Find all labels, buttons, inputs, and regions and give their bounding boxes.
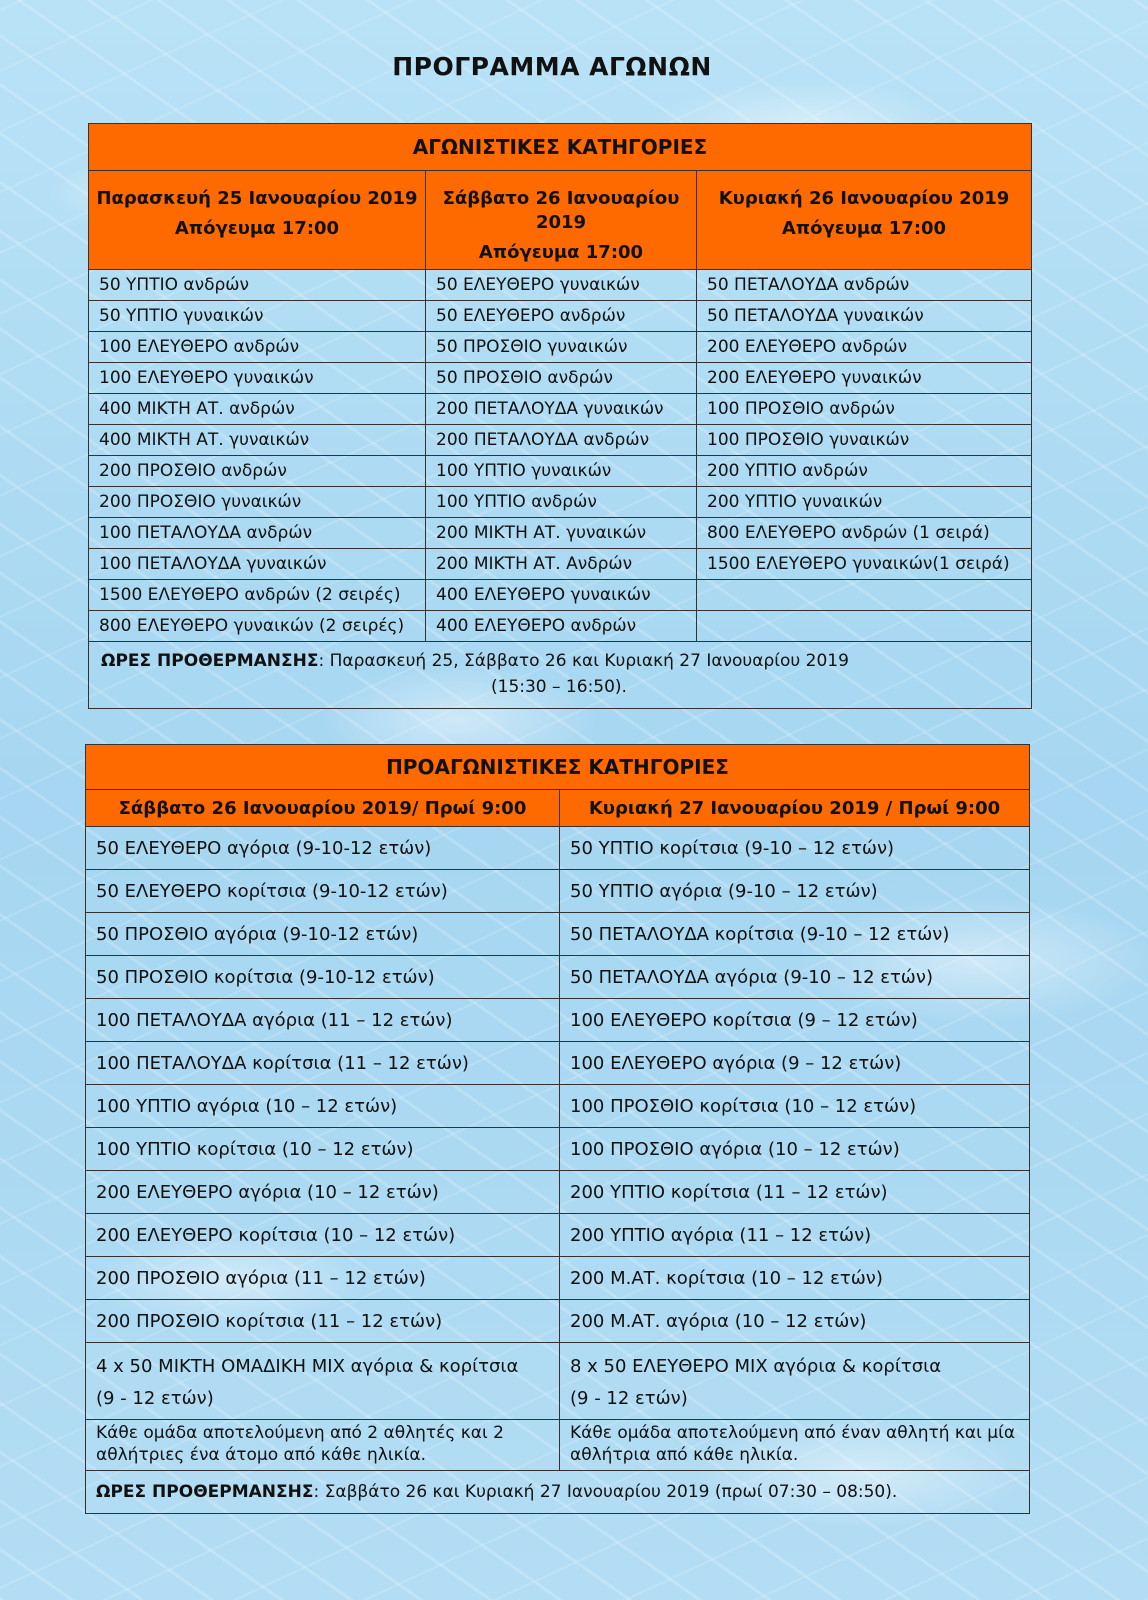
event-cell: 400 ΜΙΚΤΗ ΑΤ. γυναικών (89, 425, 426, 456)
event-cell: 50 ΕΛΕΥΘΕΡΟ γυναικών (426, 270, 697, 301)
event-cell: 200 Μ.ΑΤ. αγόρια (10 – 12 ετών) (560, 1300, 1030, 1343)
table-row (86, 1128, 1030, 1171)
day-header (89, 171, 426, 270)
relay-ages: (9 - 12 ετών) (96, 1388, 214, 1409)
table-row (89, 363, 1032, 394)
event-cell: 400 ΕΛΕΥΘΕΡΟ ανδρών (426, 611, 697, 642)
table-row (89, 425, 1032, 456)
event-cell: 100 ΠΕΤΑΛΟΥΔΑ κορίτσια (11 – 12 ετών) (86, 1042, 560, 1085)
relay-note: Κάθε ομάδα αποτελούμενη από 2 αθλητές και 2 αθλήτριες ένα άτομο από κάθε ηλικία. (86, 1420, 560, 1471)
event-cell: 50 ΥΠΤΙΟ γυναικών (89, 301, 426, 332)
relay-note: Κάθε ομάδα αποτελούμενη από έναν αθλητή και μία αθλήτρια από κάθε ηλικία. (560, 1420, 1030, 1471)
event-cell: 200 ΜΙΚΤΗ ΑΤ. Ανδρών (426, 549, 697, 580)
event-cell: 100 ΠΕΤΑΛΟΥΔΑ γυναικών (89, 549, 426, 580)
warmup-hours: (15:30 – 16:50). (491, 677, 627, 697)
table-row (86, 870, 1030, 913)
notes-row (86, 1420, 1030, 1471)
event-cell: 100 ΠΕΤΑΛΟΥΔΑ ανδρών (89, 518, 426, 549)
day-date: Παρασκευή 25 Ιανουαρίου 2019 (96, 188, 418, 209)
relay-row (86, 1343, 1030, 1420)
day-time: Απόγευμα 17:00 (174, 218, 340, 239)
event-cell: 200 ΠΡΟΣΘΙΟ ανδρών (89, 456, 426, 487)
day-date: Σάββατο 26 Ιανουαρίου 2019 (442, 188, 680, 233)
precompetitive-schedule-table (85, 744, 1030, 1514)
table-row (86, 1257, 1030, 1300)
event-cell: 200 ΕΛΕΥΘΕΡΟ γυναικών (697, 363, 1032, 394)
table-row (89, 487, 1032, 518)
event-cell: 1500 ΕΛΕΥΘΕΡΟ γυναικών(1 σειρά) (697, 549, 1032, 580)
event-cell: 200 ΕΛΕΥΘΕΡΟ ανδρών (697, 332, 1032, 363)
event-cell: 200 ΕΛΕΥΘΕΡΟ αγόρια (10 – 12 ετών) (86, 1171, 560, 1214)
event-cell: 1500 ΕΛΕΥΘΕΡΟ ανδρών (2 σειρές) (89, 580, 426, 611)
relay-event: 4 x 50 ΜΙΚΤΗ ΟΜΑΔΙΚΗ ΜΙΧ αγόρια & κορίτσια (96, 1356, 519, 1377)
event-cell: 200 ΠΕΤΑΛΟΥΔΑ ανδρών (426, 425, 697, 456)
event-cell: 100 ΠΕΤΑΛΟΥΔΑ αγόρια (11 – 12 ετών) (86, 999, 560, 1042)
day-time: Απόγευμα 17:00 (781, 218, 947, 239)
table-row (89, 332, 1032, 363)
event-cell: 100 ΕΛΕΥΘΕΡΟ ανδρών (89, 332, 426, 363)
day-date: Κυριακή 26 Ιανουαρίου 2019 (718, 188, 1010, 209)
precompetitive-header: ΠΡΟΑΓΩΝΙΣΤΙΚΕΣ ΚΑΤΗΓΟΡΙΕΣ (86, 745, 1030, 790)
table-row (89, 456, 1032, 487)
event-cell: 200 Μ.ΑΤ. κορίτσια (10 – 12 ετών) (560, 1257, 1030, 1300)
event-cell: 50 ΠΕΤΑΛΟΥΔΑ κορίτσια (9-10 – 12 ετών) (560, 913, 1030, 956)
warmup-row (89, 642, 1032, 709)
event-cell: 100 ΠΡΟΣΘΙΟ γυναικών (697, 425, 1032, 456)
relay-event: 8 x 50 ΕΛΕΥΘΕΡΟ ΜΙΧ αγόρια & κορίτσια (570, 1356, 942, 1377)
event-cell: 50 ΥΠΤΙΟ κορίτσια (9-10 – 12 ετών) (560, 827, 1030, 870)
event-cell: 100 ΥΠΤΙΟ ανδρών (426, 487, 697, 518)
event-cell: 50 ΥΠΤΙΟ ανδρών (89, 270, 426, 301)
table-row (89, 580, 1032, 611)
table-row (86, 827, 1030, 870)
relay-cell (86, 1343, 560, 1420)
table-row (89, 270, 1032, 301)
event-cell: 100 ΠΡΟΣΘΙΟ ανδρών (697, 394, 1032, 425)
event-cell: 50 ΕΛΕΥΘΕΡΟ ανδρών (426, 301, 697, 332)
event-cell: 200 ΥΠΤΙΟ κορίτσια (11 – 12 ετών) (560, 1171, 1030, 1214)
table-row (86, 913, 1030, 956)
warmup-note (89, 642, 1032, 709)
event-cell: 50 ΠΕΤΑΛΟΥΔΑ γυναικών (697, 301, 1032, 332)
event-cell: 50 ΠΡΟΣΘΙΟ αγόρια (9-10-12 ετών) (86, 913, 560, 956)
event-cell: 200 ΠΡΟΣΘΙΟ κορίτσια (11 – 12 ετών) (86, 1300, 560, 1343)
warmup-label: ΩΡΕΣ ΠΡΟΘΕΡΜΑΝΣΗΣ (96, 1482, 314, 1502)
event-cell: 100 ΥΠΤΙΟ κορίτσια (10 – 12 ετών) (86, 1128, 560, 1171)
warmup-note (86, 1471, 1030, 1514)
event-cell: 50 ΠΕΤΑΛΟΥΔΑ αγόρια (9-10 – 12 ετών) (560, 956, 1030, 999)
event-cell: 100 ΥΠΤΙΟ αγόρια (10 – 12 ετών) (86, 1085, 560, 1128)
event-cell: 200 ΥΠΤΙΟ αγόρια (11 – 12 ετών) (560, 1214, 1030, 1257)
event-cell: 50 ΠΡΟΣΘΙΟ γυναικών (426, 332, 697, 363)
table-row (86, 1214, 1030, 1257)
warmup-label: ΩΡΕΣ ΠΡΟΘΕΡΜΑΝΣΗΣ (101, 651, 319, 671)
event-cell: 100 ΕΛΕΥΘΕΡΟ αγόρια (9 – 12 ετών) (560, 1042, 1030, 1085)
table-row (89, 301, 1032, 332)
relay-ages: (9 - 12 ετών) (570, 1388, 688, 1409)
event-cell: 200 ΕΛΕΥΘΕΡΟ κορίτσια (10 – 12 ετών) (86, 1214, 560, 1257)
table-row (89, 394, 1032, 425)
event-cell: 200 ΜΙΚΤΗ ΑΤ. γυναικών (426, 518, 697, 549)
event-cell: 200 ΠΡΟΣΘΙΟ αγόρια (11 – 12 ετών) (86, 1257, 560, 1300)
event-cell: 400 ΕΛΕΥΘΕΡΟ γυναικών (426, 580, 697, 611)
event-cell: 200 ΥΠΤΙΟ ανδρών (697, 456, 1032, 487)
event-cell: 50 ΕΛΕΥΘΕΡΟ αγόρια (9-10-12 ετών) (86, 827, 560, 870)
table-row (89, 549, 1032, 580)
event-cell: 50 ΠΕΤΑΛΟΥΔΑ ανδρών (697, 270, 1032, 301)
event-cell: 100 ΠΡΟΣΘΙΟ αγόρια (10 – 12 ετών) (560, 1128, 1030, 1171)
event-cell: 50 ΥΠΤΙΟ αγόρια (9-10 – 12 ετών) (560, 870, 1030, 913)
day-header: Σάββατο 26 Ιανουαρίου 2019/ Πρωί 9:00 (86, 790, 560, 827)
event-cell: 50 ΠΡΟΣΘΙΟ κορίτσια (9-10-12 ετών) (86, 956, 560, 999)
relay-cell (560, 1343, 1030, 1420)
table-row (86, 1085, 1030, 1128)
event-cell: 200 ΥΠΤΙΟ γυναικών (697, 487, 1032, 518)
competitive-header: ΑΓΩΝΙΣΤΙΚΕΣ ΚΑΤΗΓΟΡΙΕΣ (89, 124, 1032, 171)
event-cell: 100 ΕΛΕΥΘΕΡΟ γυναικών (89, 363, 426, 394)
page-title: ΠΡΟΓΡΑΜΜΑ ΑΓΩΝΩΝ (392, 52, 712, 81)
event-cell: 400 ΜΙΚΤΗ ΑΤ. ανδρών (89, 394, 426, 425)
warmup-row (86, 1471, 1030, 1514)
event-cell: 800 ΕΛΕΥΘΕΡΟ γυναικών (2 σειρές) (89, 611, 426, 642)
event-cell: 50 ΠΡΟΣΘΙΟ ανδρών (426, 363, 697, 394)
day-header: Κυριακή 27 Ιανουαρίου 2019 / Πρωί 9:00 (560, 790, 1030, 827)
table-row (86, 1042, 1030, 1085)
competitive-schedule-table (88, 123, 1032, 709)
table-row (86, 1300, 1030, 1343)
event-cell: 200 ΠΕΤΑΛΟΥΔΑ γυναικών (426, 394, 697, 425)
event-cell: 100 ΠΡΟΣΘΙΟ κορίτσια (10 – 12 ετών) (560, 1085, 1030, 1128)
event-cell (697, 580, 1032, 611)
table-row (86, 1171, 1030, 1214)
day-time: Απόγευμα 17:00 (478, 242, 644, 263)
event-cell: 200 ΠΡΟΣΘΙΟ γυναικών (89, 487, 426, 518)
day-header (697, 171, 1032, 270)
event-cell: 50 ΕΛΕΥΘΕΡΟ κορίτσια (9-10-12 ετών) (86, 870, 560, 913)
table-row (89, 518, 1032, 549)
event-cell (697, 611, 1032, 642)
table-row (86, 956, 1030, 999)
table-row (86, 999, 1030, 1042)
event-cell: 800 ΕΛΕΥΘΕΡΟ ανδρών (1 σειρά) (697, 518, 1032, 549)
day-header (426, 171, 697, 270)
warmup-text: : Παρασκευή 25, Σάββατο 26 και Κυριακή 27 Ιανουαρίου 2019 (318, 651, 849, 671)
table-row (89, 611, 1032, 642)
warmup-text: : Σαββάτο 26 και Κυριακή 27 Ιανουαρίου 2019 (πρωί 07:30 – 08:50). (313, 1482, 898, 1502)
event-cell: 100 ΥΠΤΙΟ γυναικών (426, 456, 697, 487)
event-cell: 100 ΕΛΕΥΘΕΡΟ κορίτσια (9 – 12 ετών) (560, 999, 1030, 1042)
